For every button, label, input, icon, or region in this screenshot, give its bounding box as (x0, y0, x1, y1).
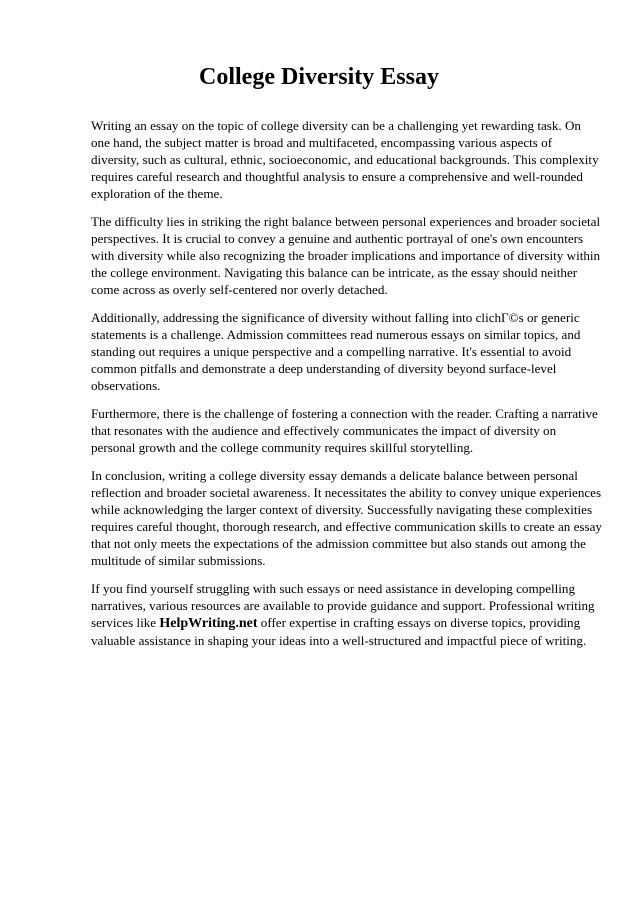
paragraph-additionally: Additionally, addressing the significance of diversity without falling into clichГ©s or generic statements is a challenge. Admission committees read numerous essays on similar topics, and standing out requires a unique perspective and a compelling narrative. It's essential to avoid common pitfalls and demonstrate a deep understanding of diversity beyond surface-level observations. (91, 310, 581, 393)
brand-link[interactable]: HelpWriting.net (159, 616, 258, 631)
paragraph-furthermore: Furthermore, there is the challenge of fostering a connection with the reader. Crafting a narrative that resonates with the audience and effectively communicates the impact of diversity on personal growth and the college community requires skillful storytelling. (91, 406, 598, 455)
closing-text-after: offer expertise in crafting essays on diverse topics, providing valuable assistance in shaping your ideas into a well-structured and impactful piece of writing. (91, 615, 587, 648)
closing-text-before: If you find yourself struggling with such essays or need assistance in developing compelling narratives, various resources are available to provide guidance and support. Professional writing services like (91, 581, 595, 630)
document-body (91, 117, 603, 660)
document-title: College Diversity Essay (199, 64, 439, 90)
paragraph-conclusion: In conclusion, writing a college diversity essay demands a delicate balance between personal reflection and broader societal awareness. It necessitates the ability to convey unique experiences while acknowledging the larger context of diversity. Successfully navigating these complexities requires careful thought, thorough research, and effective communication skills to create an essay that not only meets the expectations of the admission committee but also stands out among the multitude of similar submissions. (91, 468, 602, 568)
paragraph-difficulty: The difficulty lies in striking the right balance between personal experiences and broader societal perspectives. It is crucial to convey a genuine and authentic portrayal of one's own encounters with diversity while also recognizing the broader implications and importance of diversity within the college environment. Navigating this balance can be intricate, as the essay should neither come across as overly self-centered nor overly detached. (91, 214, 601, 297)
paragraph-intro: Writing an essay on the topic of college diversity can be a challenging yet rewarding task. On one hand, the subject matter is broad and multifaceted, encompassing various aspects of diversity, such as cultural, ethnic, socioeconomic, and educational backgrounds. This complexity requires careful research and thoughtful analysis to ensure a comprehensive and well-rounded exploration of the theme. (91, 118, 599, 201)
paragraph-closing (91, 580, 603, 649)
